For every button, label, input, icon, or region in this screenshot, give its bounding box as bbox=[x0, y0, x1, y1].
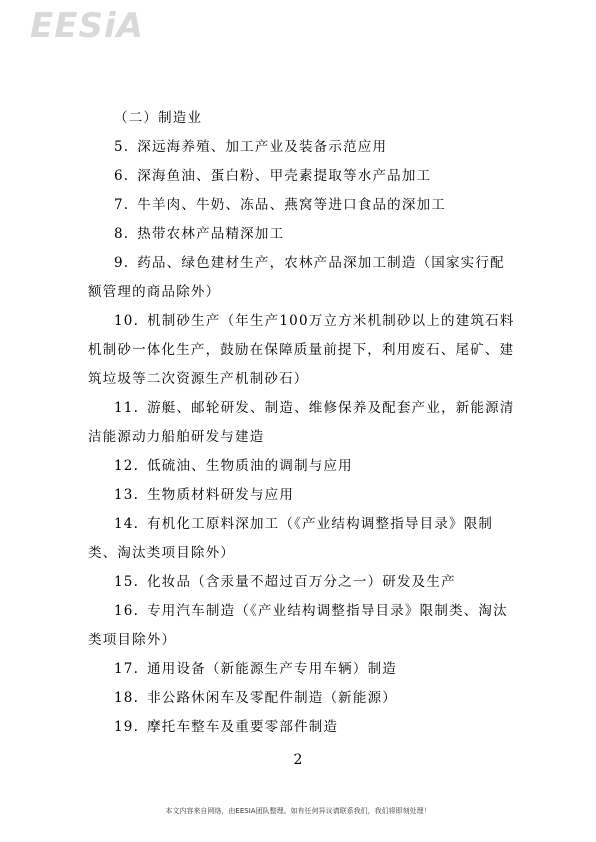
item-number: 15. bbox=[114, 574, 140, 590]
item-number: 13. bbox=[114, 487, 140, 503]
list-item bbox=[88, 452, 516, 481]
item-number: 6. bbox=[114, 168, 130, 184]
footer-disclaimer: 本文内容来自网络，由EESIA团队整理。如有任何异议请联系我们，我们将即刻处理！ bbox=[165, 807, 431, 815]
item-text: 专用汽车制造（《产业结构调整指导目录》限制类、淘汰类项目除外） bbox=[88, 603, 508, 648]
item-number: 18. bbox=[114, 690, 140, 706]
item-list bbox=[88, 133, 516, 742]
item-number: 9. bbox=[114, 255, 130, 271]
eesia-watermark-logo: EESiA bbox=[30, 6, 144, 46]
item-text: 摩托车整车及重要零部件制造 bbox=[147, 719, 339, 735]
item-text: 机制砂生产（年生产100万立方米机制砂以上的建筑石料机制砂一体化生产，鼓励在保障质量前提下，利用废石、尾矿、建筑垃圾等二次资源生产机制砂石） bbox=[88, 313, 515, 387]
list-item bbox=[88, 713, 516, 742]
list-item bbox=[88, 597, 516, 655]
list-item bbox=[88, 394, 516, 452]
item-number: 11. bbox=[114, 400, 140, 416]
list-item bbox=[88, 307, 516, 394]
list-item bbox=[88, 568, 516, 597]
item-number: 10. bbox=[114, 313, 140, 329]
item-text: 低硫油、生物质油的调制与应用 bbox=[147, 458, 353, 474]
list-item bbox=[88, 249, 516, 307]
item-number: 19. bbox=[114, 719, 140, 735]
section-heading: （二）制造业 bbox=[114, 110, 203, 126]
item-text: 热带农林产品精深加工 bbox=[137, 226, 285, 242]
item-number: 17. bbox=[114, 661, 140, 677]
item-text: 非公路休闲车及零配件制造（新能源） bbox=[147, 690, 397, 706]
item-number: 12. bbox=[114, 458, 140, 474]
item-text: 游艇、邮轮研发、制造、维修保养及配套产业，新能源清洁能源动力船舶研发与建造 bbox=[88, 400, 515, 445]
item-text: 通用设备（新能源生产专用车辆）制造 bbox=[147, 661, 397, 677]
list-item bbox=[88, 481, 516, 510]
item-number: 8. bbox=[114, 226, 130, 242]
item-text: 药品、绿色建材生产，农林产品深加工制造（国家实行配额管理的商品除外） bbox=[88, 255, 505, 300]
item-text: 深海鱼油、蛋白粉、甲壳素提取等水产品加工 bbox=[137, 168, 432, 184]
page-number: 2 bbox=[293, 752, 303, 768]
item-text: 有机化工原料深加工（《产业结构调整指导目录》限制类、淘汰类项目除外） bbox=[88, 516, 494, 561]
item-text: 牛羊肉、牛奶、冻品、燕窝等进口食品的深加工 bbox=[137, 197, 446, 213]
item-text: 化妆品（含汞量不超过百万分之一）研发及生产 bbox=[147, 574, 456, 590]
item-number: 16. bbox=[114, 603, 140, 619]
list-item bbox=[88, 133, 516, 162]
list-item bbox=[88, 510, 516, 568]
item-text: 深远海养殖、加工产业及装备示范应用 bbox=[137, 139, 388, 155]
item-number: 7. bbox=[114, 197, 130, 213]
item-text: 生物质材料研发与应用 bbox=[147, 487, 295, 503]
item-number: 5. bbox=[114, 139, 130, 155]
list-item bbox=[88, 684, 516, 713]
list-item bbox=[88, 220, 516, 249]
item-number: 14. bbox=[114, 516, 140, 532]
list-item bbox=[88, 655, 516, 684]
document-body bbox=[88, 104, 516, 742]
list-item bbox=[88, 191, 516, 220]
list-item bbox=[88, 162, 516, 191]
